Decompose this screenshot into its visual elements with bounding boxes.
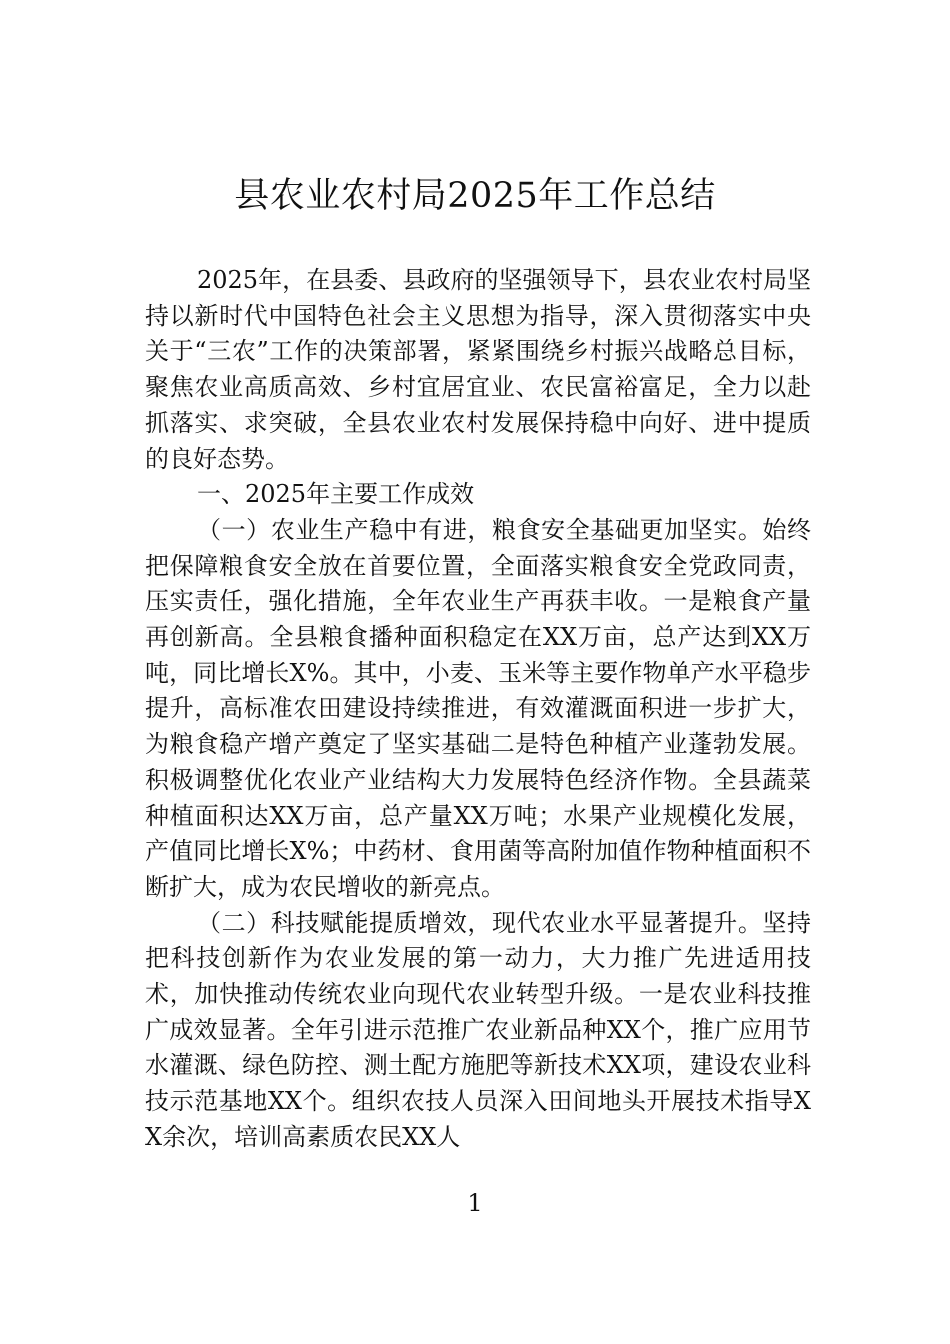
document-body <box>145 263 811 1156</box>
intro-paragraph: 2025年，在县委、县政府的坚强领导下，县农业农村局坚持以新时代中国特色社会主义思想为指导，深入贯彻落实中央关于“三农”工作的决策部署，紧紧围绕乡村振兴战略总目标，聚焦农业高质高效、乡村宜居宜业、农民富裕富足，全力以赴抓落实、求突破，全县农业农村发展保持稳中向好、进中提质的良好态势。 <box>145 266 811 473</box>
page-number: 1 <box>467 1189 483 1217</box>
section-heading: 一、2025年主要工作成效 <box>197 480 475 509</box>
body-paragraph: （二）科技赋能提质增效，现代农业水平显著提升。坚持把科技创新作为农业发展的第一动力，大力推广先进适用技术，加快推动传统农业向现代农业转型升级。一是农业科技推广成效显著。全年引进示范推广农业新品种XX个，推广应用节水灌溉、绿色防控、测土配方施肥等新技术XX项，建设农业科技示范基地XX个。组织农技人员深入田间地头开展技术指导XX余次，培训高素质农民XX人 <box>145 908 811 1151</box>
body-paragraph: （一）农业生产稳中有进，粮食安全基础更加坚实。始终把保障粮食安全放在首要位置，全面落实粮食安全党政同责，压实责任，强化措施，全年农业生产再获丰收。一是粮食产量再创新高。全县粮食播种面积稳定在XX万亩，总产达到XX万吨，同比增长X%。其中，小麦、玉米等主要作物单产水平稳步提升，高标准农田建设持续推进，有效灌溉面积进一步扩大，为粮食稳产增产奠定了坚实基础二是特色种植产业蓬勃发展。积极调整优化农业产业结构大力发展特色经济作物。全县蔬菜种植面积达XX万亩，总产量XX万吨；水果产业规模化发展，产值同比增长X%；中药材、食用菌等高附加值作物种植面积不断扩大，成为农民增收的新亮点。 <box>145 515 811 901</box>
document-title: 县农业农村局2025年工作总结 <box>234 176 716 216</box>
